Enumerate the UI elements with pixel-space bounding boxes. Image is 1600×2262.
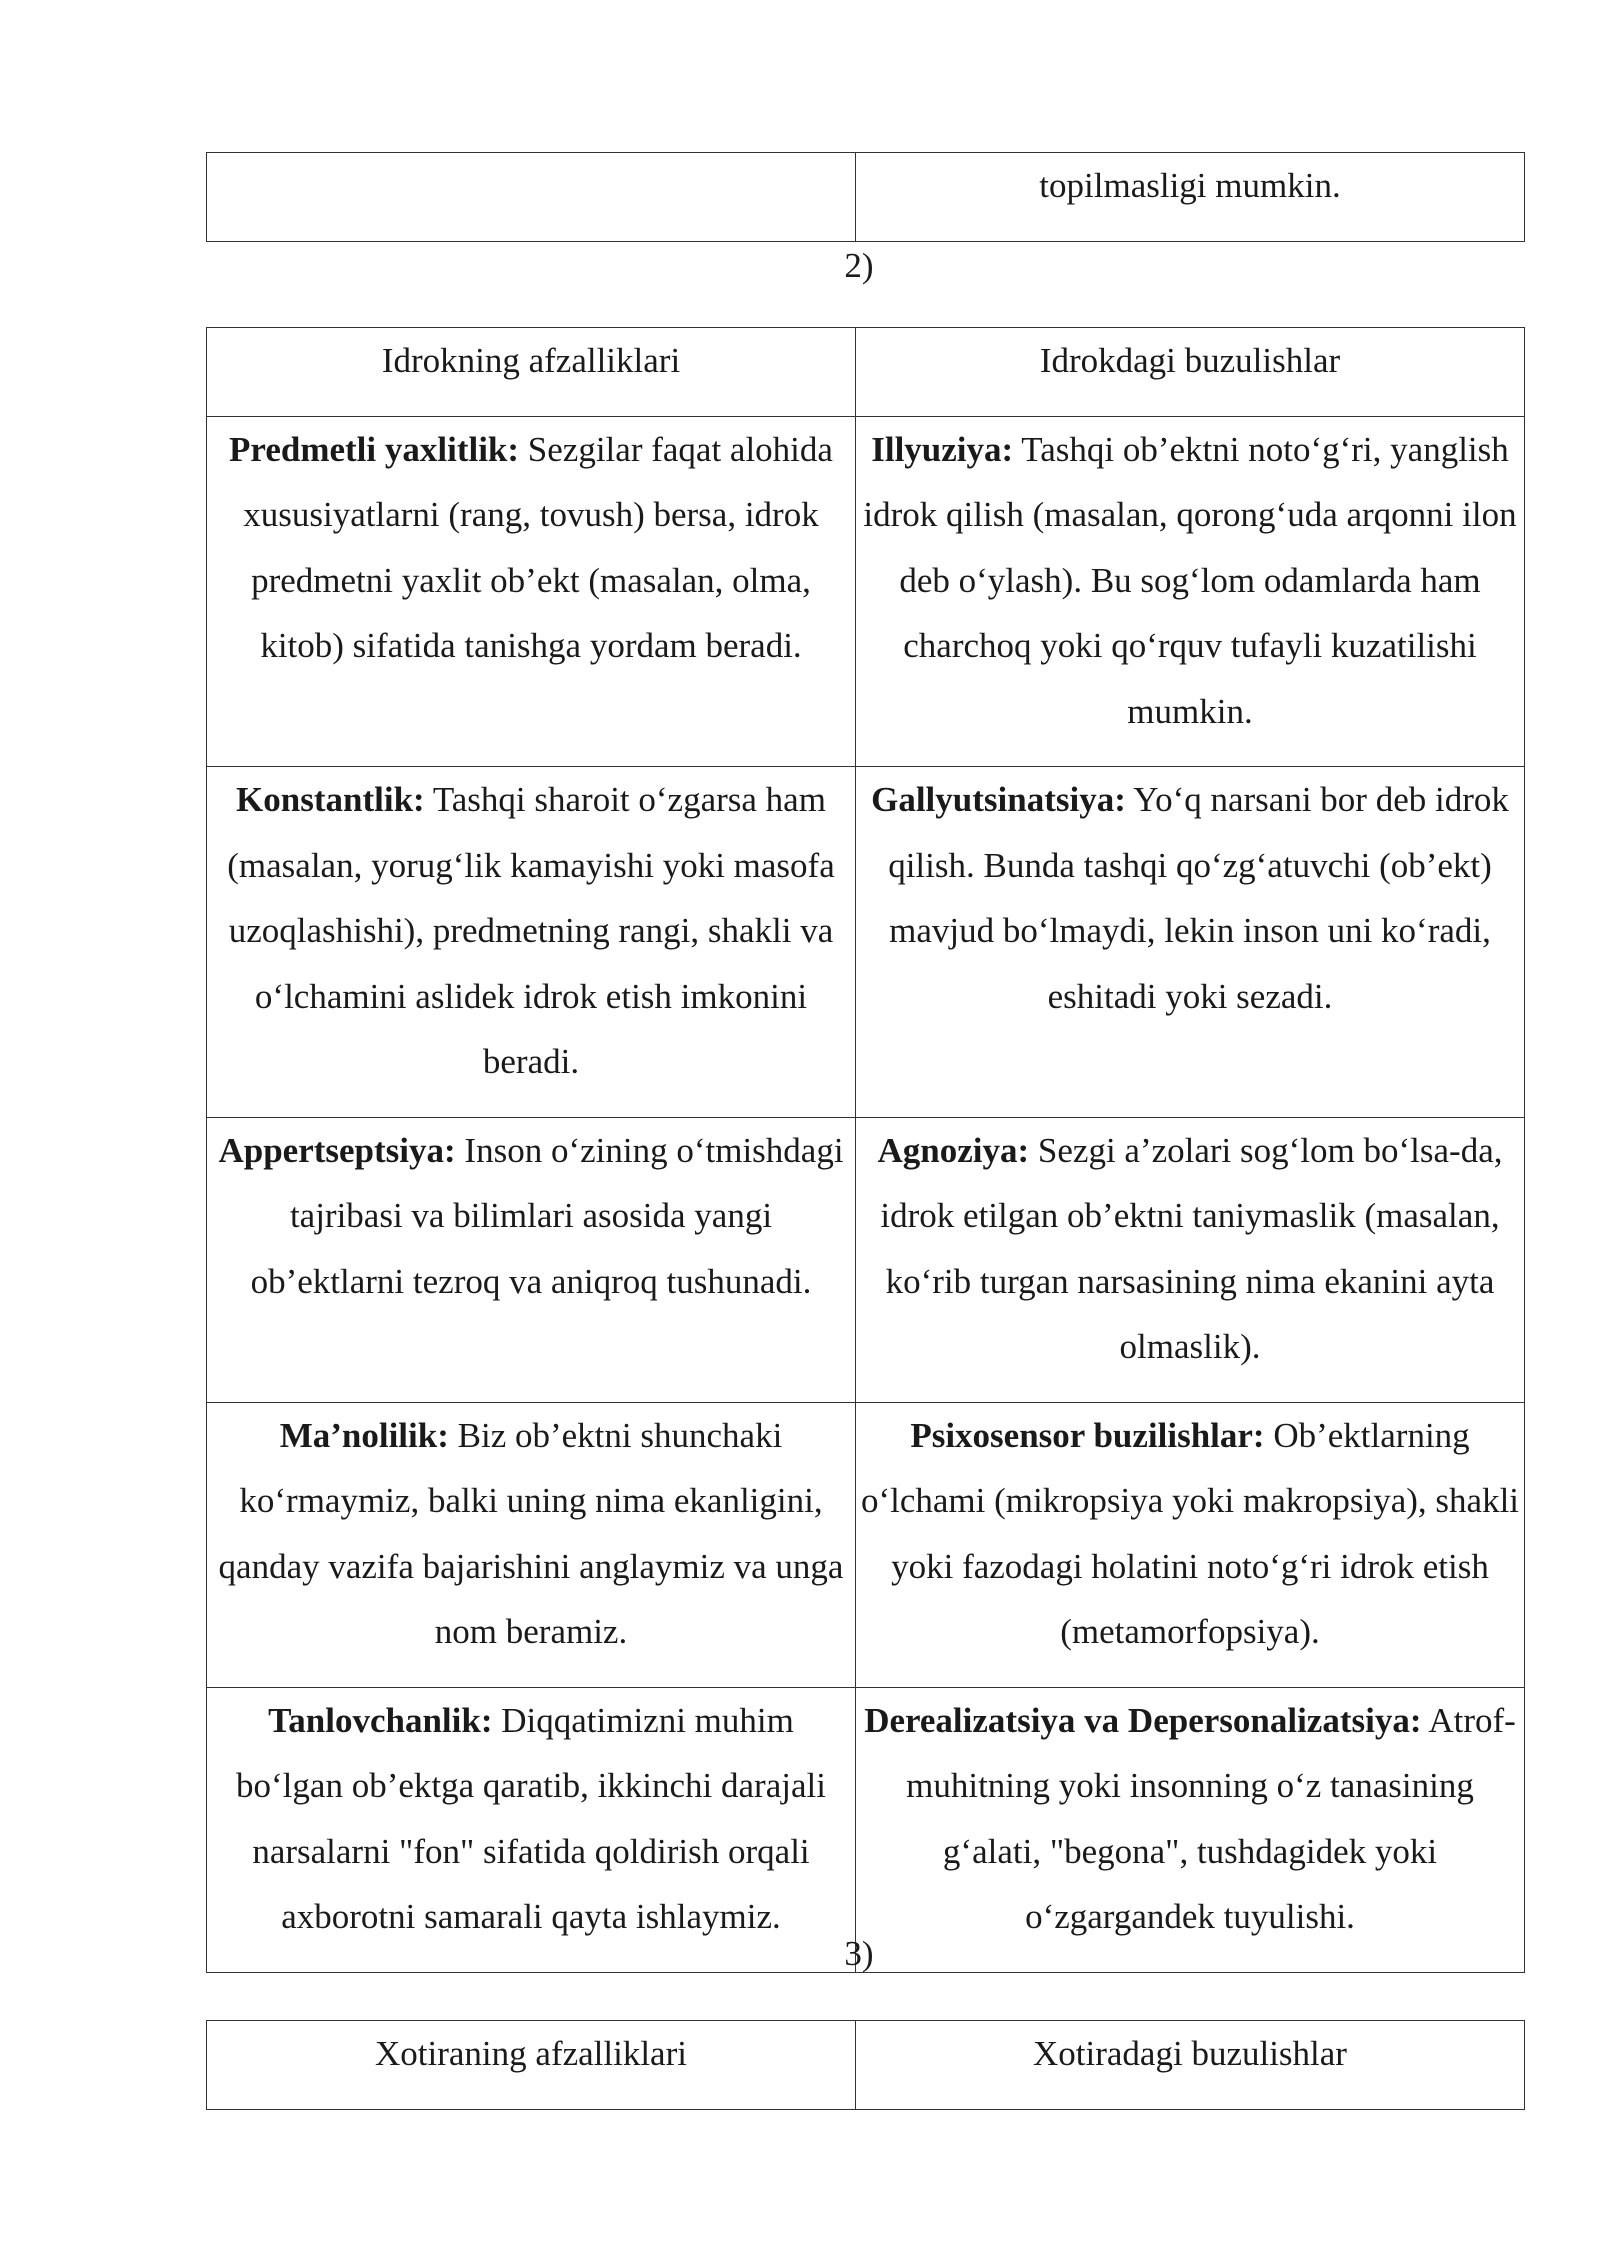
term-description: Diqqatimizni muhim bo‘lgan ob’ektga qaratib, ikkinchi darajali narsalarni "fon" sifatida qoldirish orqali axborotni samarali qayta ishlaymiz.: [236, 1700, 826, 1936]
term-label: Tanlovchanlik:: [268, 1700, 493, 1740]
table-row: [207, 153, 1525, 242]
table-cell: topilmasligi mumkin.: [856, 153, 1525, 242]
term-label: Predmetli yaxlitlik:: [229, 429, 520, 469]
term-label: Agnoziya:: [877, 1130, 1030, 1170]
continued-table: [206, 152, 1525, 242]
column-header: Idrokning afzalliklari: [207, 328, 856, 417]
table-cell: [856, 767, 1525, 1118]
term-label: Ma’nolilik:: [279, 1415, 449, 1455]
table-cell: [207, 1117, 856, 1402]
table-header-row: [207, 2021, 1525, 2110]
column-header: Xotiraning afzalliklari: [207, 2021, 856, 2110]
term-description: Sezgi a’zolari sog‘lom bo‘lsa-da, idrok etilgan ob’ektni taniymaslik (masalan, ko‘rib turgan narsasining nima ekanini ayta olmaslik).: [880, 1130, 1503, 1366]
table-row: [207, 767, 1525, 1118]
table-row: [207, 1402, 1525, 1687]
term-description: Atrof-muhitning yoki insonning o‘z tanasining g‘alati, "begona", tushdagidek yoki o‘zgargandek tuyulishi.: [906, 1700, 1516, 1936]
table-row: [207, 1117, 1525, 1402]
memory-table: [206, 2020, 1525, 2110]
perception-table: [206, 327, 1525, 1973]
table-cell: [207, 1687, 856, 1972]
term-description: Ob’ektlarning o‘lchami (mikropsiya yoki makropsiya), shakli yoki fazodagi holatini noto‘g‘ri idrok etish (metamorfopsiya).: [860, 1415, 1520, 1651]
table-cell: [207, 767, 856, 1118]
term-label: Derealizatsiya va Depersonalizatsiya:: [864, 1700, 1422, 1740]
column-header: Xotiradagi buzulishlar: [856, 2021, 1525, 2110]
term-description: Yo‘q narsani bor deb idrok qilish. Bunda tashqi qo‘zg‘atuvchi (ob’ekt) mavjud bo‘lmaydi, lekin inson uni ko‘radi, eshitadi yoki sezadi.: [888, 780, 1509, 1016]
section-label-2: 2): [844, 246, 874, 285]
term-description: Biz ob’ektni shunchaki ko‘rmaymiz, balki uning nima ekanligini, qanday vazifa bajarishini anglaymiz va unga nom beramiz.: [218, 1415, 844, 1651]
table-row: [207, 416, 1525, 767]
term-description: Inson o‘zining o‘tmishdagi tajribasi va bilimlari asosida yangi ob’ektlarni tezroq va aniqroq tushunadi.: [250, 1130, 844, 1301]
term-label: Psixosensor buzilishlar:: [910, 1415, 1265, 1455]
table-header-row: [207, 328, 1525, 417]
term-description: Sezgilar faqat alohida xususiyatlarni (rang, tovush) bersa, idrok predmetni yaxlit ob’ekt (masalan, olma, kitob) sifatida tanishga yordam beradi.: [243, 429, 833, 665]
table-cell: [207, 153, 856, 242]
table-cell: [856, 416, 1525, 767]
column-header: Idrokdagi buzulishlar: [856, 328, 1525, 417]
term-label: Gallyutsinatsiya:: [871, 780, 1126, 819]
term-description: Tashqi ob’ektni noto‘g‘ri, yanglish idrok qilish (masalan, qorong‘uda arqonni ilon deb o‘ylash). Bu sog‘lom odamlarda ham charchoq yoki qo‘rquv tufayli kuzatilishi mumkin.: [863, 429, 1517, 731]
table-cell: [856, 1687, 1525, 1972]
table-cell: [207, 416, 856, 767]
term-description: Tashqi sharoit o‘zgarsa ham (masalan, yorug‘lik kamayishi yoki masofa uzoqlashishi), predmetning rangi, shakli va o‘lchamini aslidek idrok etish imkonini beradi.: [227, 780, 835, 1081]
table-cell: [856, 1402, 1525, 1687]
term-label: Konstantlik:: [236, 780, 425, 819]
term-label: Illyuziya:: [871, 429, 1014, 469]
table-cell: [207, 1402, 856, 1687]
section-label-3: 3): [844, 1934, 874, 1973]
table-row: [207, 1687, 1525, 1972]
table-cell: [856, 1117, 1525, 1402]
term-label: Appertseptsiya:: [218, 1130, 456, 1170]
